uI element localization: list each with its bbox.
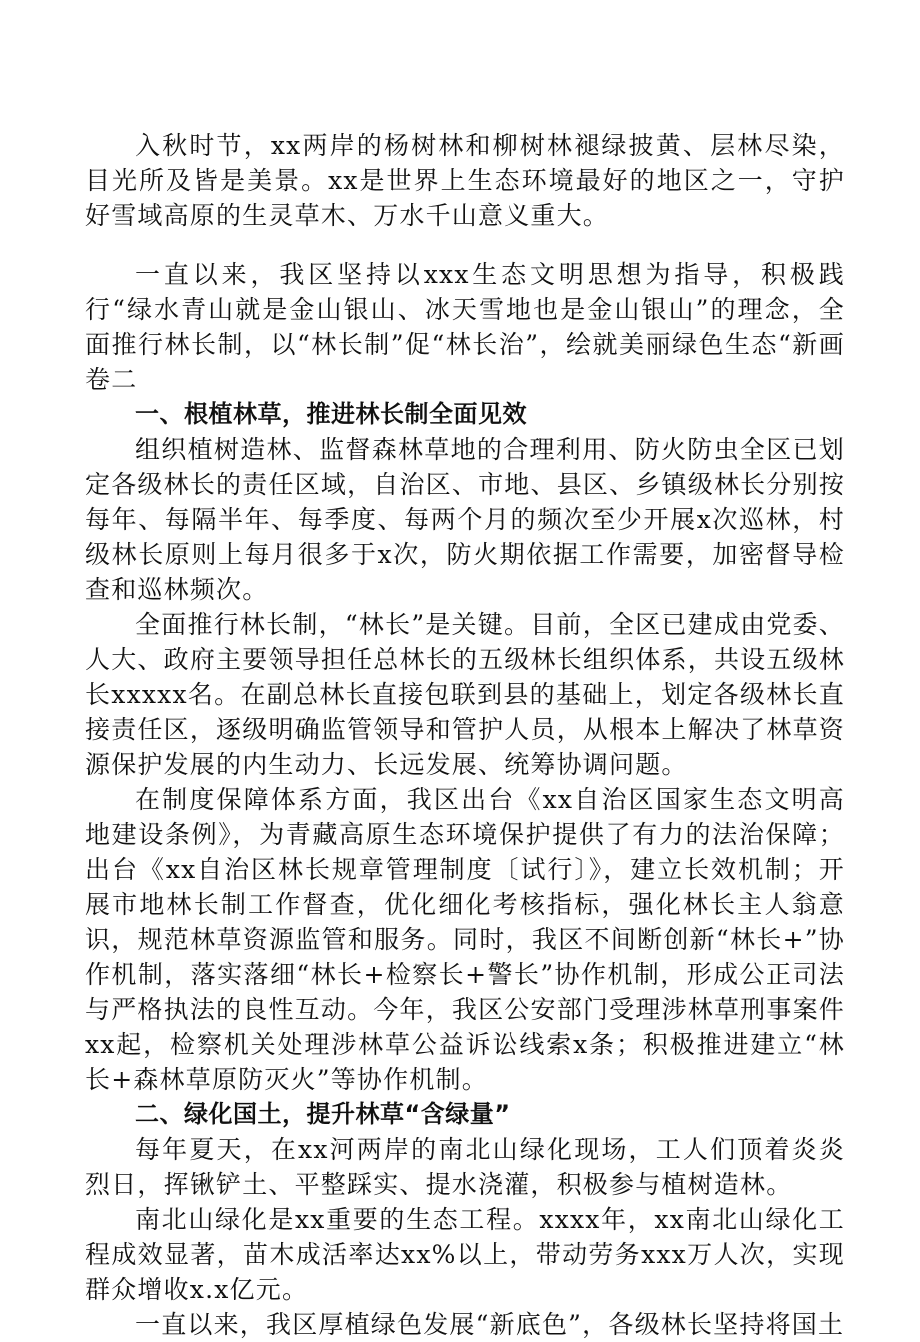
section-2-paragraph-3: 一直以来，我区厚植绿色发展“新底色”，各级林长坚持将国土 <box>135 1310 845 1339</box>
section-2-paragraph-2: 南北山绿化是xx重要的生态工程。xxxx年，xx南北山绿化工程成效显著，苗木成活率达xx%以上，带动劳务xxx万人次，实现群众增收x.x亿元。 <box>85 1205 845 1304</box>
intro-paragraph-2: 一直以来，我区坚持以xxx生态文明思想为指导，积极践行“绿水青山就是金山银山、冰天雪地也是金山银山”的理念，全面推行林长制，以“林长制”促“林长治”，绘就美丽绿色生态“新画卷二 <box>85 260 845 394</box>
document-body <box>85 128 845 1342</box>
section-1-paragraph-1: 组织植树造林、监督森林草地的合理利用、防火防虫全区已划定各级林长的责任区域，自治区、市地、县区、乡镇级林长分别按每年、每隔半年、每季度、每两个月的频次至少开展x次巡林，村级林长原则上每月很多于x次，防火期依据工作需要，加密督导检查和巡林频次。 <box>85 435 845 604</box>
section-1-paragraph-3: 在制度保障体系方面，我区出台《xx自治区国家生态文明高地建设条例》，为青藏高原生态环境保护提供了有力的法治保障；出台《xx自治区林长规章管理制度〔试行〕》，建立长效机制；开展市地林长制工作督查，优化细化考核指标，强化林长主人翁意识，规范林草资源监管和服务。同时，我区不间断创新“林长+”协作机制，落实落细“林长+检察长+警长”协作机制，形成公正司法与严格执法的良性互动。今年，我区公安部门受理涉林草刑事案件xx起，检察机关处理涉林草公益诉讼线索x条；积极推进建立“林长+森林草原防灭火”等协作机制。 <box>85 785 845 1094</box>
section-1-heading: 一、根植林草，推进林长制全面见效 <box>135 400 527 428</box>
intro-paragraph-1: 入秋时节，xx两岸的杨树林和柳树林褪绿披黄、层林尽染，目光所及皆是美景。xx是世界上生态环境最好的地区之一，守护好雪域高原的生灵草木、万水千山意义重大。 <box>85 131 845 230</box>
section-2-paragraph-1: 每年夏天，在xx河两岸的南北山绿化现场，工人们顶着炎炎烈日，挥锹铲土、平整踩实、提水浇灌，积极参与植树造林。 <box>85 1135 845 1199</box>
section-1-paragraph-2: 全面推行林长制，“林长”是关键。目前，全区已建成由党委、人大、政府主要领导担任总林长的五级林长组织体系，共设五级林长xxxxx名。在副总林长直接包联到县的基础上，划定各级林长直接责任区，逐级明确监管领导和管护人员，从根本上解决了林草资源保护发展的内生动力、长远发展、统筹协调问题。 <box>85 610 845 779</box>
section-2-heading: 二、绿化国土，提升林草“含绿量” <box>135 1100 511 1128</box>
